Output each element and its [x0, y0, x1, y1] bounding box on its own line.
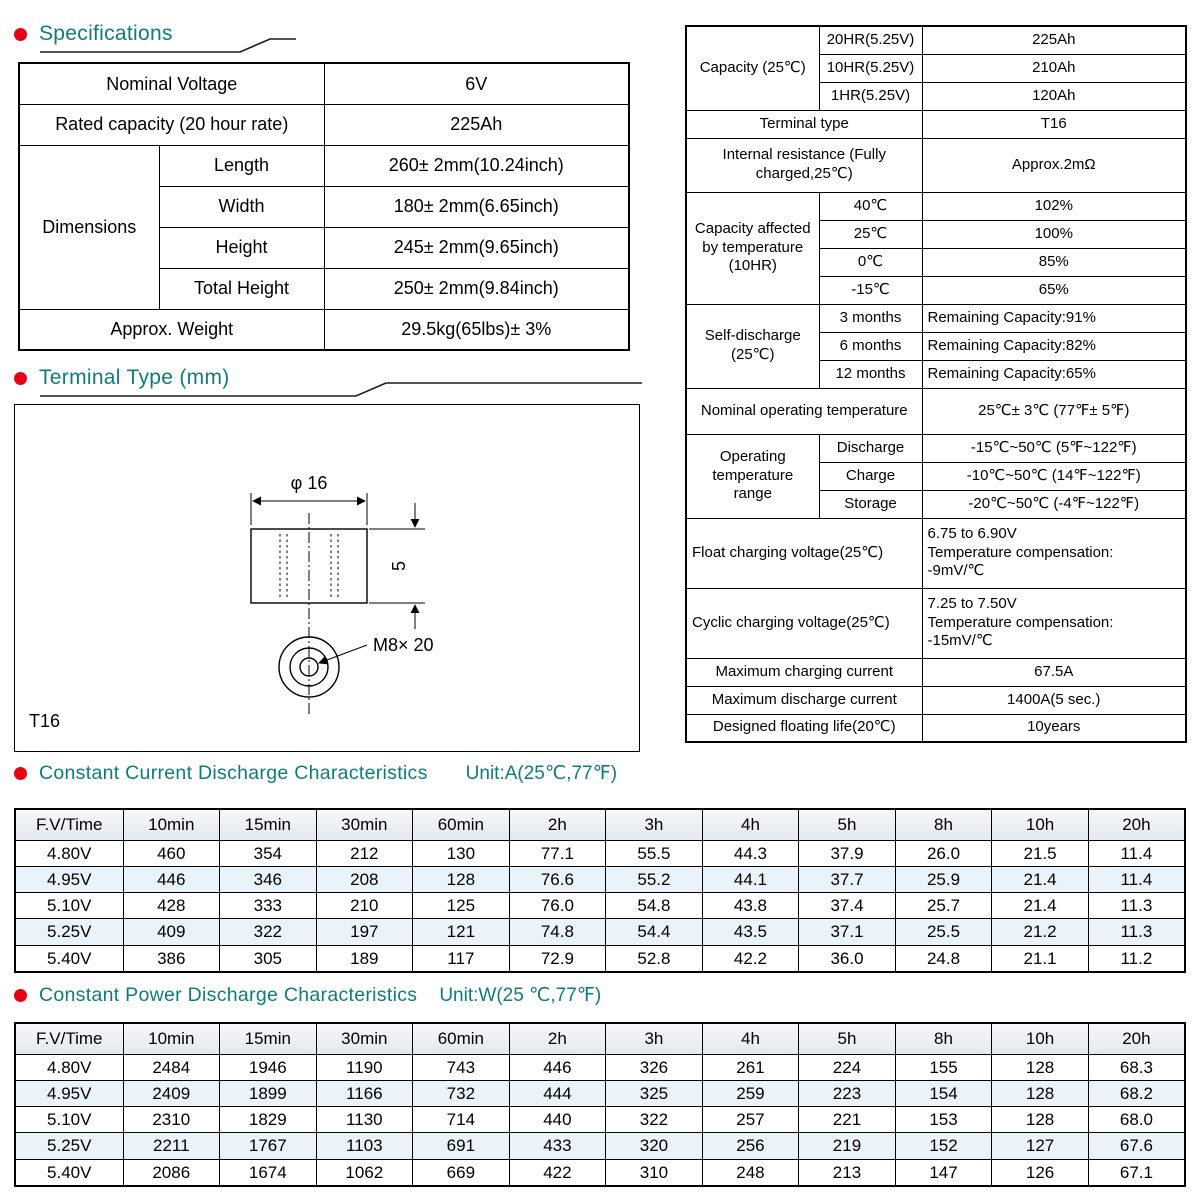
- terminal-drawing: [15, 405, 637, 749]
- value-line: -15mV/℃: [927, 632, 993, 650]
- column-header: 5h: [799, 1023, 896, 1054]
- column-header: 30min: [316, 809, 413, 840]
- table-row: [19, 309, 629, 350]
- spec-value: 250± 2mm(9.84inch): [324, 268, 629, 309]
- header-row: [15, 809, 1185, 840]
- row-header-cell: 5.40V: [15, 1159, 123, 1186]
- table-row: [19, 63, 629, 104]
- data-cell: 54.8: [606, 893, 703, 919]
- value: 210Ah: [922, 54, 1186, 82]
- data-cell: 127: [992, 1133, 1089, 1159]
- data-cell: 208: [316, 866, 413, 892]
- data-cell: 346: [220, 866, 317, 892]
- value: 67.5A: [922, 658, 1186, 686]
- data-cell: 444: [509, 1080, 606, 1106]
- data-cell: 2086: [123, 1159, 220, 1186]
- data-cell: 386: [123, 945, 220, 972]
- data-cell: 36.0: [799, 945, 896, 972]
- column-header: 8h: [895, 1023, 992, 1054]
- data-cell: 37.9: [799, 840, 896, 866]
- data-cell: 128: [992, 1080, 1089, 1106]
- spec-value: 245± 2mm(9.65inch): [324, 227, 629, 268]
- column-header: 30min: [316, 1023, 413, 1054]
- column-header: 2h: [509, 809, 606, 840]
- data-cell: 248: [702, 1159, 799, 1186]
- data-cell: 24.8: [895, 945, 992, 972]
- data-cell: 428: [123, 893, 220, 919]
- column-header: F.V/Time: [15, 1023, 123, 1054]
- value: [922, 588, 1186, 658]
- data-cell: 189: [316, 945, 413, 972]
- data-cell: 2211: [123, 1133, 220, 1159]
- value: 65%: [922, 276, 1186, 304]
- table-row: [15, 919, 1185, 945]
- spec-value: 180± 2mm(6.65inch): [324, 186, 629, 227]
- data-cell: 261: [702, 1054, 799, 1080]
- data-cell: 1674: [220, 1159, 317, 1186]
- thread-label: M8× 20: [373, 635, 434, 655]
- specifications-table: [18, 62, 630, 351]
- data-cell: 147: [895, 1159, 992, 1186]
- section-title: Constant Current Discharge Characteristics: [39, 762, 428, 784]
- data-cell: 354: [220, 840, 317, 866]
- data-cell: 256: [702, 1133, 799, 1159]
- spec-value: 6V: [324, 63, 629, 104]
- condition: 12 months: [819, 360, 922, 388]
- row-label: Cyclic charging voltage(25℃): [686, 588, 922, 658]
- row-label: Maximum charging current: [686, 658, 922, 686]
- value: -15℃~50℃ (5℉~122℉): [922, 434, 1186, 462]
- column-header: 15min: [220, 1023, 317, 1054]
- row-label: Designed floating life(20℃): [686, 714, 922, 742]
- data-cell: 1062: [316, 1159, 413, 1186]
- value: 1400A(5 sec.): [922, 686, 1186, 714]
- data-cell: 1103: [316, 1133, 413, 1159]
- table-row: [15, 893, 1185, 919]
- data-cell: 74.8: [509, 919, 606, 945]
- condition: 10HR(5.25V): [819, 54, 922, 82]
- data-cell: 152: [895, 1133, 992, 1159]
- data-cell: 68.2: [1088, 1080, 1185, 1106]
- table-row: [686, 26, 1186, 54]
- terminal-type-header: [14, 366, 230, 390]
- row-header-cell: 5.40V: [15, 945, 123, 972]
- value: Remaining Capacity:82%: [922, 332, 1186, 360]
- table-row: [686, 518, 1186, 588]
- data-cell: 67.6: [1088, 1133, 1185, 1159]
- column-header: 10h: [992, 1023, 1089, 1054]
- row-header-cell: 4.95V: [15, 1080, 123, 1106]
- header-row: [15, 1023, 1185, 1054]
- data-cell: 25.5: [895, 919, 992, 945]
- table-row: [19, 104, 629, 145]
- row-header-cell: 4.80V: [15, 840, 123, 866]
- data-cell: 154: [895, 1080, 992, 1106]
- cp-discharge-header: [14, 984, 601, 1007]
- table-row: [686, 658, 1186, 686]
- data-cell: 210: [316, 893, 413, 919]
- data-cell: 320: [606, 1133, 703, 1159]
- spec-label: Dimensions: [19, 145, 159, 309]
- data-cell: 76.0: [509, 893, 606, 919]
- data-cell: 2310: [123, 1107, 220, 1133]
- row-header-cell: 5.10V: [15, 1107, 123, 1133]
- data-cell: 55.2: [606, 866, 703, 892]
- data-cell: 714: [413, 1107, 510, 1133]
- row-label: Nominal operating temperature: [686, 388, 922, 434]
- column-header: 10min: [123, 809, 220, 840]
- row-label: Capacity affected by temperature (10HR): [686, 192, 819, 304]
- data-cell: 322: [606, 1107, 703, 1133]
- value-line: -9mV/℃: [927, 562, 985, 580]
- data-cell: 26.0: [895, 840, 992, 866]
- condition: -15℃: [819, 276, 922, 304]
- data-cell: 128: [992, 1107, 1089, 1133]
- column-header: 8h: [895, 809, 992, 840]
- row-header-cell: 5.25V: [15, 919, 123, 945]
- data-cell: 213: [799, 1159, 896, 1186]
- row-label: Operating temperature range: [686, 434, 819, 518]
- data-cell: 126: [992, 1159, 1089, 1186]
- value: 120Ah: [922, 82, 1186, 110]
- data-cell: 433: [509, 1133, 606, 1159]
- data-cell: 326: [606, 1054, 703, 1080]
- column-header: 20h: [1088, 809, 1185, 840]
- condition: Storage: [819, 490, 922, 518]
- detail-spec-table: [685, 25, 1187, 743]
- value-line: 6.75 to 6.90V: [927, 524, 1017, 542]
- condition: Charge: [819, 462, 922, 490]
- data-cell: 1130: [316, 1107, 413, 1133]
- table-row: [686, 138, 1186, 192]
- column-header: 4h: [702, 1023, 799, 1054]
- table-row: [15, 1159, 1185, 1186]
- row-label: Terminal type: [686, 110, 922, 138]
- condition: 6 months: [819, 332, 922, 360]
- table-row: [15, 1080, 1185, 1106]
- spec-value: 225Ah: [324, 104, 629, 145]
- column-header: 15min: [220, 809, 317, 840]
- value: -10℃~50℃ (14℉~122℉): [922, 462, 1186, 490]
- column-header: 10min: [123, 1023, 220, 1054]
- data-cell: 67.1: [1088, 1159, 1185, 1186]
- data-cell: 130: [413, 840, 510, 866]
- diameter-label: φ 16: [290, 473, 328, 493]
- data-cell: 68.3: [1088, 1054, 1185, 1080]
- data-cell: 43.5: [702, 919, 799, 945]
- row-label: Internal resistance (Fully charged,25℃): [686, 138, 922, 192]
- data-cell: 21.4: [992, 866, 1089, 892]
- data-cell: 54.4: [606, 919, 703, 945]
- row-header-cell: 5.10V: [15, 893, 123, 919]
- data-cell: 11.4: [1088, 840, 1185, 866]
- data-cell: 44.3: [702, 840, 799, 866]
- table-row: [15, 945, 1185, 972]
- table-row: [686, 434, 1186, 462]
- data-cell: 224: [799, 1054, 896, 1080]
- data-cell: 128: [413, 866, 510, 892]
- data-cell: 219: [799, 1133, 896, 1159]
- column-header: 2h: [509, 1023, 606, 1054]
- data-cell: 37.1: [799, 919, 896, 945]
- spec-value: 260± 2mm(10.24inch): [324, 145, 629, 186]
- data-cell: 153: [895, 1107, 992, 1133]
- data-cell: 11.4: [1088, 866, 1185, 892]
- value: 10years: [922, 714, 1186, 742]
- section-title: Specifications: [39, 22, 173, 45]
- specifications-header: [14, 22, 173, 46]
- column-header: 60min: [413, 1023, 510, 1054]
- terminal-type-label: T16: [29, 711, 61, 731]
- row-header-cell: 4.80V: [15, 1054, 123, 1080]
- unit-label: Unit:W(25 ℃,77℉): [439, 985, 602, 1006]
- table-row: [686, 588, 1186, 658]
- data-cell: 37.7: [799, 866, 896, 892]
- table-row: [15, 866, 1185, 892]
- value: Approx.2mΩ: [922, 138, 1186, 192]
- data-cell: 669: [413, 1159, 510, 1186]
- data-cell: 440: [509, 1107, 606, 1133]
- data-cell: 76.6: [509, 866, 606, 892]
- data-cell: 128: [992, 1054, 1089, 1080]
- bullet-icon: [14, 28, 27, 41]
- data-cell: 259: [702, 1080, 799, 1106]
- table-row: [15, 1054, 1185, 1080]
- table-row: [19, 145, 629, 186]
- value: 25℃± 3℃ (77℉± 5℉): [922, 388, 1186, 434]
- data-cell: 325: [606, 1080, 703, 1106]
- table-row: [15, 1133, 1185, 1159]
- data-cell: 42.2: [702, 945, 799, 972]
- data-cell: 2409: [123, 1080, 220, 1106]
- row-label: Maximum discharge current: [686, 686, 922, 714]
- bullet-icon: [14, 989, 27, 1002]
- condition: 20HR(5.25V): [819, 26, 922, 54]
- value: -20℃~50℃ (-4℉~122℉): [922, 490, 1186, 518]
- value-line: Temperature compensation:: [927, 543, 1114, 561]
- column-header: 20h: [1088, 1023, 1185, 1054]
- data-cell: 221: [799, 1107, 896, 1133]
- value-line: 7.25 to 7.50V: [927, 594, 1017, 612]
- data-cell: 446: [123, 866, 220, 892]
- bullet-icon: [14, 767, 27, 780]
- condition: 25℃: [819, 220, 922, 248]
- section-title: Constant Power Discharge Characteristics: [39, 984, 418, 1006]
- data-cell: 2484: [123, 1054, 220, 1080]
- data-cell: 121: [413, 919, 510, 945]
- unit-label: Unit:A(25℃,77℉): [465, 763, 618, 784]
- condition: 3 months: [819, 304, 922, 332]
- data-cell: 11.3: [1088, 919, 1185, 945]
- data-cell: 257: [702, 1107, 799, 1133]
- value: Remaining Capacity:91%: [922, 304, 1186, 332]
- data-cell: 446: [509, 1054, 606, 1080]
- condition: 0℃: [819, 248, 922, 276]
- row-header-cell: 5.25V: [15, 1133, 123, 1159]
- data-cell: 1767: [220, 1133, 317, 1159]
- data-cell: 37.4: [799, 893, 896, 919]
- row-label: Float charging voltage(25℃): [686, 518, 922, 588]
- table-row: [686, 686, 1186, 714]
- data-cell: 68.0: [1088, 1107, 1185, 1133]
- column-header: 5h: [799, 809, 896, 840]
- value-line: Temperature compensation:: [927, 613, 1114, 631]
- data-cell: 25.9: [895, 866, 992, 892]
- data-cell: 691: [413, 1133, 510, 1159]
- row-label: Self-discharge (25℃): [686, 304, 819, 388]
- constant-power-table: [14, 1022, 1186, 1187]
- spec-label: Nominal Voltage: [19, 63, 324, 104]
- data-cell: 1166: [316, 1080, 413, 1106]
- constant-current-table: [14, 808, 1186, 973]
- data-cell: 212: [316, 840, 413, 866]
- table-row: [686, 388, 1186, 434]
- spec-value: 29.5kg(65lbs)± 3%: [324, 309, 629, 350]
- height-label: 5: [389, 560, 409, 572]
- table-row: [686, 304, 1186, 332]
- data-cell: 25.7: [895, 893, 992, 919]
- value: 100%: [922, 220, 1186, 248]
- column-header: 10h: [992, 809, 1089, 840]
- cc-discharge-header: [14, 762, 617, 785]
- data-cell: 44.1: [702, 866, 799, 892]
- data-cell: 117: [413, 945, 510, 972]
- data-cell: 21.5: [992, 840, 1089, 866]
- condition: Discharge: [819, 434, 922, 462]
- column-header: 60min: [413, 809, 510, 840]
- data-cell: 21.2: [992, 919, 1089, 945]
- data-cell: 52.8: [606, 945, 703, 972]
- data-cell: 1899: [220, 1080, 317, 1106]
- column-header: F.V/Time: [15, 809, 123, 840]
- data-cell: 409: [123, 919, 220, 945]
- spec-sublabel: Length: [159, 145, 324, 186]
- row-label: Capacity (25℃): [686, 26, 819, 110]
- data-cell: 21.4: [992, 893, 1089, 919]
- data-cell: 310: [606, 1159, 703, 1186]
- value: 85%: [922, 248, 1186, 276]
- table-row: [686, 192, 1186, 220]
- table-row: [15, 1107, 1185, 1133]
- column-header: 3h: [606, 1023, 703, 1054]
- table-row: [686, 714, 1186, 742]
- condition: 40℃: [819, 192, 922, 220]
- column-header: 4h: [702, 809, 799, 840]
- data-cell: 55.5: [606, 840, 703, 866]
- table-row: [15, 840, 1185, 866]
- spec-label: Approx. Weight: [19, 309, 324, 350]
- data-cell: 732: [413, 1080, 510, 1106]
- data-cell: 1190: [316, 1054, 413, 1080]
- data-cell: 460: [123, 840, 220, 866]
- data-cell: 322: [220, 919, 317, 945]
- column-header: 3h: [606, 809, 703, 840]
- data-cell: 1946: [220, 1054, 317, 1080]
- value: T16: [922, 110, 1186, 138]
- value: Remaining Capacity:65%: [922, 360, 1186, 388]
- table-row: [686, 110, 1186, 138]
- row-header-cell: 4.95V: [15, 866, 123, 892]
- spec-sublabel: Total Height: [159, 268, 324, 309]
- data-cell: 422: [509, 1159, 606, 1186]
- data-cell: 333: [220, 893, 317, 919]
- spec-sublabel: Width: [159, 186, 324, 227]
- value: 102%: [922, 192, 1186, 220]
- bullet-icon: [14, 372, 27, 385]
- data-cell: 43.8: [702, 893, 799, 919]
- data-cell: 72.9: [509, 945, 606, 972]
- data-cell: 11.2: [1088, 945, 1185, 972]
- section-title: Terminal Type (mm): [39, 366, 230, 389]
- data-cell: 125: [413, 893, 510, 919]
- data-cell: 743: [413, 1054, 510, 1080]
- value: [922, 518, 1186, 588]
- data-cell: 1829: [220, 1107, 317, 1133]
- data-cell: 197: [316, 919, 413, 945]
- value: 225Ah: [922, 26, 1186, 54]
- spec-sublabel: Height: [159, 227, 324, 268]
- data-cell: 223: [799, 1080, 896, 1106]
- data-cell: 21.1: [992, 945, 1089, 972]
- data-cell: 77.1: [509, 840, 606, 866]
- data-cell: 11.3: [1088, 893, 1185, 919]
- terminal-diagram: [14, 404, 640, 752]
- spec-label: Rated capacity (20 hour rate): [19, 104, 324, 145]
- condition: 1HR(5.25V): [819, 82, 922, 110]
- data-cell: 155: [895, 1054, 992, 1080]
- data-cell: 305: [220, 945, 317, 972]
